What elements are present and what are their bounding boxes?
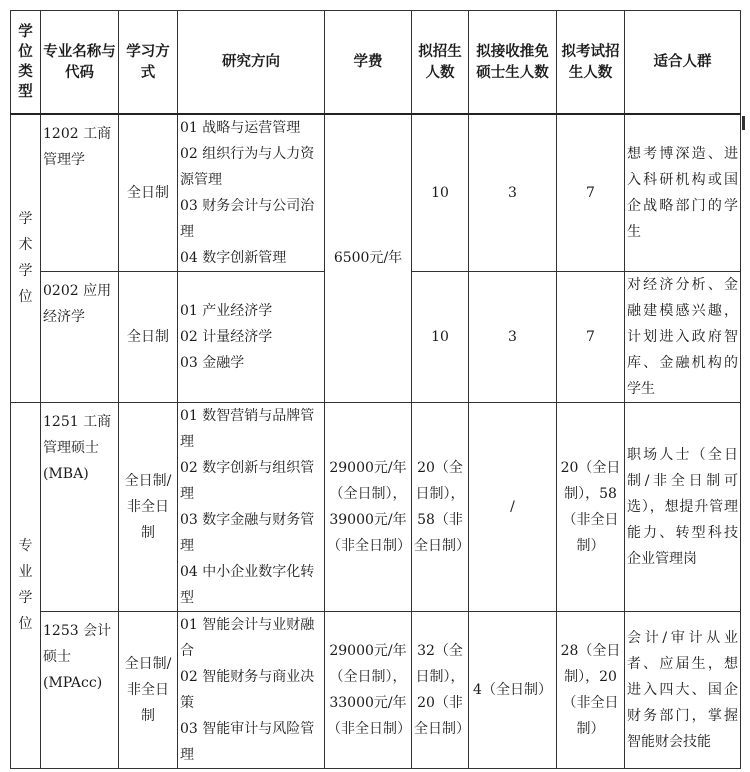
suitable-cell: 想考博深造、进入科研机构或国企战略部门的学生 xyxy=(625,114,741,272)
exempt-cell: 3 xyxy=(469,271,557,402)
direction-item: 01 产业经济学 xyxy=(180,302,273,319)
direction-item: 03 金融学 xyxy=(180,354,245,371)
table-row xyxy=(11,114,741,272)
header-suitable: 适合人群 xyxy=(625,11,741,114)
admissions-table xyxy=(10,10,741,769)
table-row xyxy=(11,611,741,768)
header-row xyxy=(11,11,741,114)
exempt-cell: / xyxy=(469,402,557,611)
study-mode-cell: 全日制/非全日制 xyxy=(119,611,178,768)
major-cell: 1253 会计硕士(MPAcc) xyxy=(41,611,119,768)
direction-item: 02 组织行为与人力资源管理 xyxy=(180,145,315,188)
header-exempt: 拟接收推免硕士生人数 xyxy=(469,11,557,114)
suitable-cell: 会计/审计从业者、应届生，想进入四大、国企财务部门，掌握智能财会技能 xyxy=(625,611,741,768)
direction-item: 03 数字金融与财务管理 xyxy=(180,511,315,554)
direction-item: 01 智能会计与业财融合 xyxy=(180,616,315,659)
tuition-cell: 29000元/年（全日制），33000元/年（非全日制） xyxy=(325,611,412,768)
direction-item: 02 数字创新与组织管理 xyxy=(180,459,315,502)
direction-item: 03 智能审计与风险管理 xyxy=(180,720,315,763)
exam-cell: 7 xyxy=(557,114,625,272)
group-label-academic: 学术学位 xyxy=(11,114,41,403)
direction-item: 02 计量经济学 xyxy=(180,328,273,345)
planned-cell: 32（全日制），20（非全日制） xyxy=(412,611,469,768)
study-mode-cell: 全日制 xyxy=(119,271,178,402)
exempt-cell: 3 xyxy=(469,114,557,272)
exam-cell: 7 xyxy=(557,271,625,402)
planned-cell: 10 xyxy=(412,114,469,272)
table-row xyxy=(11,402,741,611)
exam-cell: 28（全日制），20（非全日制） xyxy=(557,611,625,768)
header-planned: 拟招生人数 xyxy=(412,11,469,114)
header-major: 专业名称与代码 xyxy=(41,11,119,114)
header-study-mode: 学习方式 xyxy=(119,11,178,114)
suitable-cell: 职场人士（全日制/非全日制可选），想提升管理能力、转型科技企业管理岗 xyxy=(625,402,741,611)
study-mode-cell: 全日制/非全日制 xyxy=(119,402,178,611)
direction-cell xyxy=(178,114,325,272)
direction-item: 01 战略与运营管理 xyxy=(180,119,301,136)
header-degree-type: 学位类型 xyxy=(11,11,41,114)
header-tuition: 学费 xyxy=(325,11,412,114)
direction-item: 02 智能财务与商业决策 xyxy=(180,668,315,711)
group-label-professional: 专业学位 xyxy=(11,402,41,768)
suitable-cell: 对经济分析、金融建模感兴趣，计划进入政府智库、金融机构的学生 xyxy=(625,271,741,402)
planned-cell: 10 xyxy=(412,271,469,402)
exempt-cell: 4（全日制） xyxy=(469,611,557,768)
direction-cell xyxy=(178,611,325,768)
scroll-marker xyxy=(742,116,745,130)
direction-cell xyxy=(178,271,325,402)
direction-item: 04 中小企业数字化转型 xyxy=(180,563,315,606)
planned-cell: 20（全日制），58（非全日制） xyxy=(412,402,469,611)
header-exam: 拟考试招生人数 xyxy=(557,11,625,114)
direction-item: 04 数字创新管理 xyxy=(180,249,287,266)
study-mode-cell: 全日制 xyxy=(119,114,178,272)
major-cell: 0202 应用经济学 xyxy=(41,271,119,402)
exam-cell: 20（全日制），58（非全日制） xyxy=(557,402,625,611)
direction-item: 03 财务会计与公司治理 xyxy=(180,197,315,240)
tuition-cell: 29000元/年（全日制），39000元/年（非全日制） xyxy=(325,402,412,611)
direction-cell xyxy=(178,402,325,611)
header-direction: 研究方向 xyxy=(178,11,325,114)
major-cell: 1251 工商管理硕士(MBA) xyxy=(41,402,119,611)
tuition-cell: 6500元/年 xyxy=(325,114,412,403)
major-cell: 1202 工商管理学 xyxy=(41,114,119,272)
direction-item: 01 数智营销与品牌管理 xyxy=(180,407,315,450)
